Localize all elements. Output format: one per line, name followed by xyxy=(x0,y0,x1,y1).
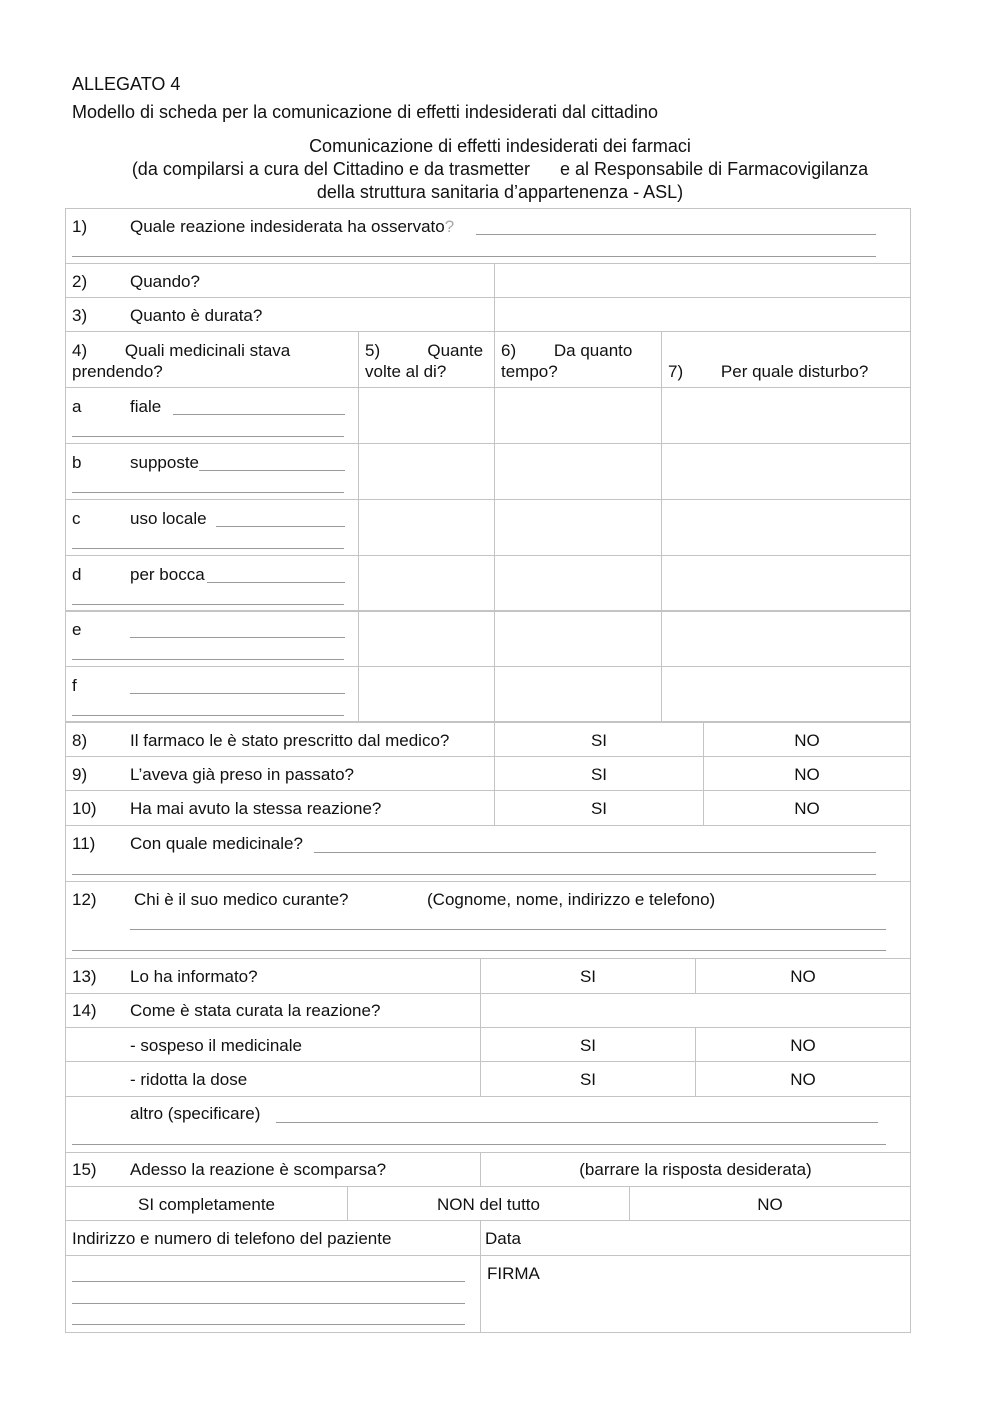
med-row-1-times-per-day-cell[interactable] xyxy=(358,443,495,500)
q12-answer-line-2[interactable] xyxy=(72,950,886,951)
med-row-0-disorder-cell[interactable] xyxy=(661,387,911,444)
q10-question: 10) Ha mai avuto la stessa reazione? xyxy=(72,799,382,818)
med-row-5-times-per-day-cell[interactable] xyxy=(358,666,495,723)
q6-question: 6) Da quanto xyxy=(501,341,633,360)
med-row-0-times-per-day-cell[interactable] xyxy=(358,387,495,444)
med-row-answer-line[interactable] xyxy=(173,414,345,415)
q14b-label-cell xyxy=(65,1061,481,1097)
q10-no-option[interactable]: NO xyxy=(794,799,820,818)
q3-answer-cell[interactable] xyxy=(494,297,911,332)
q9-question: 9) L’aveva già preso in passato? xyxy=(72,765,354,784)
q15-question: 15) Adesso la reazione è scomparsa? xyxy=(72,1160,387,1179)
med-row-2-duration-cell[interactable] xyxy=(494,499,662,556)
q14a-label: - sospeso il medicinale xyxy=(130,1036,302,1055)
med-row-answer-line-2[interactable] xyxy=(72,659,344,660)
med-row-answer-line-2[interactable] xyxy=(72,715,344,716)
med-row-answer-line[interactable] xyxy=(199,470,345,471)
med-row-2-times-per-day-cell[interactable] xyxy=(358,499,495,556)
q9-yes-option[interactable]: SI xyxy=(590,765,608,784)
q14-answer-cell xyxy=(480,993,911,1028)
q14b-label: - ridotta la dose xyxy=(130,1070,248,1089)
q13-yes-option[interactable]: SI xyxy=(579,967,597,986)
q14a-no-option[interactable]: NO xyxy=(790,1036,816,1055)
med-row-label: supposte xyxy=(130,453,199,472)
allegato-label: ALLEGATO 4 xyxy=(72,74,181,94)
address-label: Indirizzo e numero di telefono del paziente xyxy=(72,1229,392,1248)
form-subtitle: Modello di scheda per la comunicazione di effetti indesiderati dal cittadino xyxy=(72,102,659,122)
q15-option-completely[interactable]: SI completamente xyxy=(137,1195,275,1214)
med-row-letter: a xyxy=(72,397,82,416)
med-row-label: per bocca xyxy=(130,565,205,584)
med-row-answer-line[interactable] xyxy=(130,693,345,694)
q7-question: 7) Per quale disturbo? xyxy=(668,362,869,381)
med-row-answer-line[interactable] xyxy=(207,582,345,583)
q3-question: 3) Quanto è durata? xyxy=(72,306,263,325)
med-row-answer-line[interactable] xyxy=(130,637,345,638)
med-row-letter: f xyxy=(72,676,77,695)
address-line-1[interactable] xyxy=(72,1281,465,1282)
q14-question: 14) Come è stata curata la reazione? xyxy=(72,1001,381,1020)
q13-no-option[interactable]: NO xyxy=(790,967,816,986)
med-row-label: uso locale xyxy=(130,509,207,528)
med-row-1-disorder-cell[interactable] xyxy=(661,443,911,500)
address-cell xyxy=(65,1255,481,1333)
q15-hint: (barrare la risposta desiderata) xyxy=(579,1160,812,1179)
form-title: Comunicazione di effetti indesiderati dei farmaci xyxy=(309,136,691,156)
q13-question: 13) Lo ha informato? xyxy=(72,967,258,986)
q9-no-option[interactable]: NO xyxy=(794,765,820,784)
q12-answer-line[interactable] xyxy=(130,929,886,930)
med-row-letter: c xyxy=(72,509,81,528)
med-row-3-times-per-day-cell[interactable] xyxy=(358,555,495,612)
q11-answer-line-2[interactable] xyxy=(72,874,876,875)
q8-yes-option[interactable]: SI xyxy=(590,731,608,750)
q1-question: 1) Quale reazione indesiderata ha osservato? xyxy=(72,217,455,236)
q14c-answer-line[interactable] xyxy=(276,1122,878,1123)
q11-question: 11) Con quale medicinale? xyxy=(72,834,303,853)
med-row-letter: d xyxy=(72,565,82,584)
q10-yes-option[interactable]: SI xyxy=(590,799,608,818)
med-row-3-disorder-cell[interactable] xyxy=(661,555,911,612)
q4-question: 4) Quali medicinali stava xyxy=(72,341,291,360)
q11-answer-line[interactable] xyxy=(314,852,876,853)
q2-answer-cell[interactable] xyxy=(494,263,911,298)
med-row-5-disorder-cell[interactable] xyxy=(661,666,911,723)
q5-question-line2: volte al di? xyxy=(365,362,447,381)
q15-option-no[interactable]: NO xyxy=(757,1195,783,1214)
signature-cell[interactable] xyxy=(480,1255,911,1333)
q14b-yes-option[interactable]: SI xyxy=(579,1070,597,1089)
med-row-answer-line-2[interactable] xyxy=(72,548,344,549)
med-row-label: fiale xyxy=(130,397,162,416)
med-row-4-duration-cell[interactable] xyxy=(494,610,662,667)
q6-question-line2: tempo? xyxy=(501,362,558,381)
med-row-letter: b xyxy=(72,453,82,472)
med-row-answer-line-2[interactable] xyxy=(72,604,344,605)
form-title-line3: della struttura sanitaria d’appartenenza - ASL) xyxy=(316,182,684,202)
date-cell[interactable] xyxy=(480,1220,911,1256)
med-row-2-disorder-cell[interactable] xyxy=(661,499,911,556)
q8-question: 8) Il farmaco le è stato prescritto dal medico? xyxy=(72,731,450,750)
q5-question: 5) Quante xyxy=(365,341,484,360)
med-row-3-duration-cell[interactable] xyxy=(494,555,662,612)
q12-question: 12) Chi è il suo medico curante? xyxy=(72,890,349,909)
q1-answer-line[interactable] xyxy=(476,234,876,235)
med-row-1-duration-cell[interactable] xyxy=(494,443,662,500)
med-row-answer-line-2[interactable] xyxy=(72,492,344,493)
med-row-answer-line[interactable] xyxy=(216,526,345,527)
med-row-0-duration-cell[interactable] xyxy=(494,387,662,444)
med-row-letter: e xyxy=(72,620,82,639)
q12-hint: (Cognome, nome, indirizzo e telefono) xyxy=(427,890,716,909)
date-label: Data xyxy=(485,1229,521,1248)
q14a-yes-option[interactable]: SI xyxy=(579,1036,597,1055)
q1-answer-line-2[interactable] xyxy=(72,256,876,257)
address-line-2[interactable] xyxy=(72,1303,465,1304)
med-row-5-duration-cell[interactable] xyxy=(494,666,662,723)
med-row-4-times-per-day-cell[interactable] xyxy=(358,610,495,667)
q4-question-line2: prendendo? xyxy=(72,362,163,381)
q8-no-option[interactable]: NO xyxy=(794,731,820,750)
q14c-label: altro (specificare) xyxy=(130,1104,261,1123)
address-line-3[interactable] xyxy=(72,1324,465,1325)
med-row-answer-line-2[interactable] xyxy=(72,436,344,437)
signature-label: FIRMA xyxy=(487,1264,540,1283)
q15-option-partially[interactable]: NON del tutto xyxy=(437,1195,540,1214)
q2-question: 2) Quando? xyxy=(72,272,200,291)
form-title-line2: (da compilarsi a cura del Cittadino e da trasmetter e al Responsabile di Farmacovigilanza xyxy=(131,159,869,179)
q14c-answer-line-2[interactable] xyxy=(72,1144,886,1145)
med-row-4-disorder-cell[interactable] xyxy=(661,610,911,667)
q14b-no-option[interactable]: NO xyxy=(790,1070,816,1089)
